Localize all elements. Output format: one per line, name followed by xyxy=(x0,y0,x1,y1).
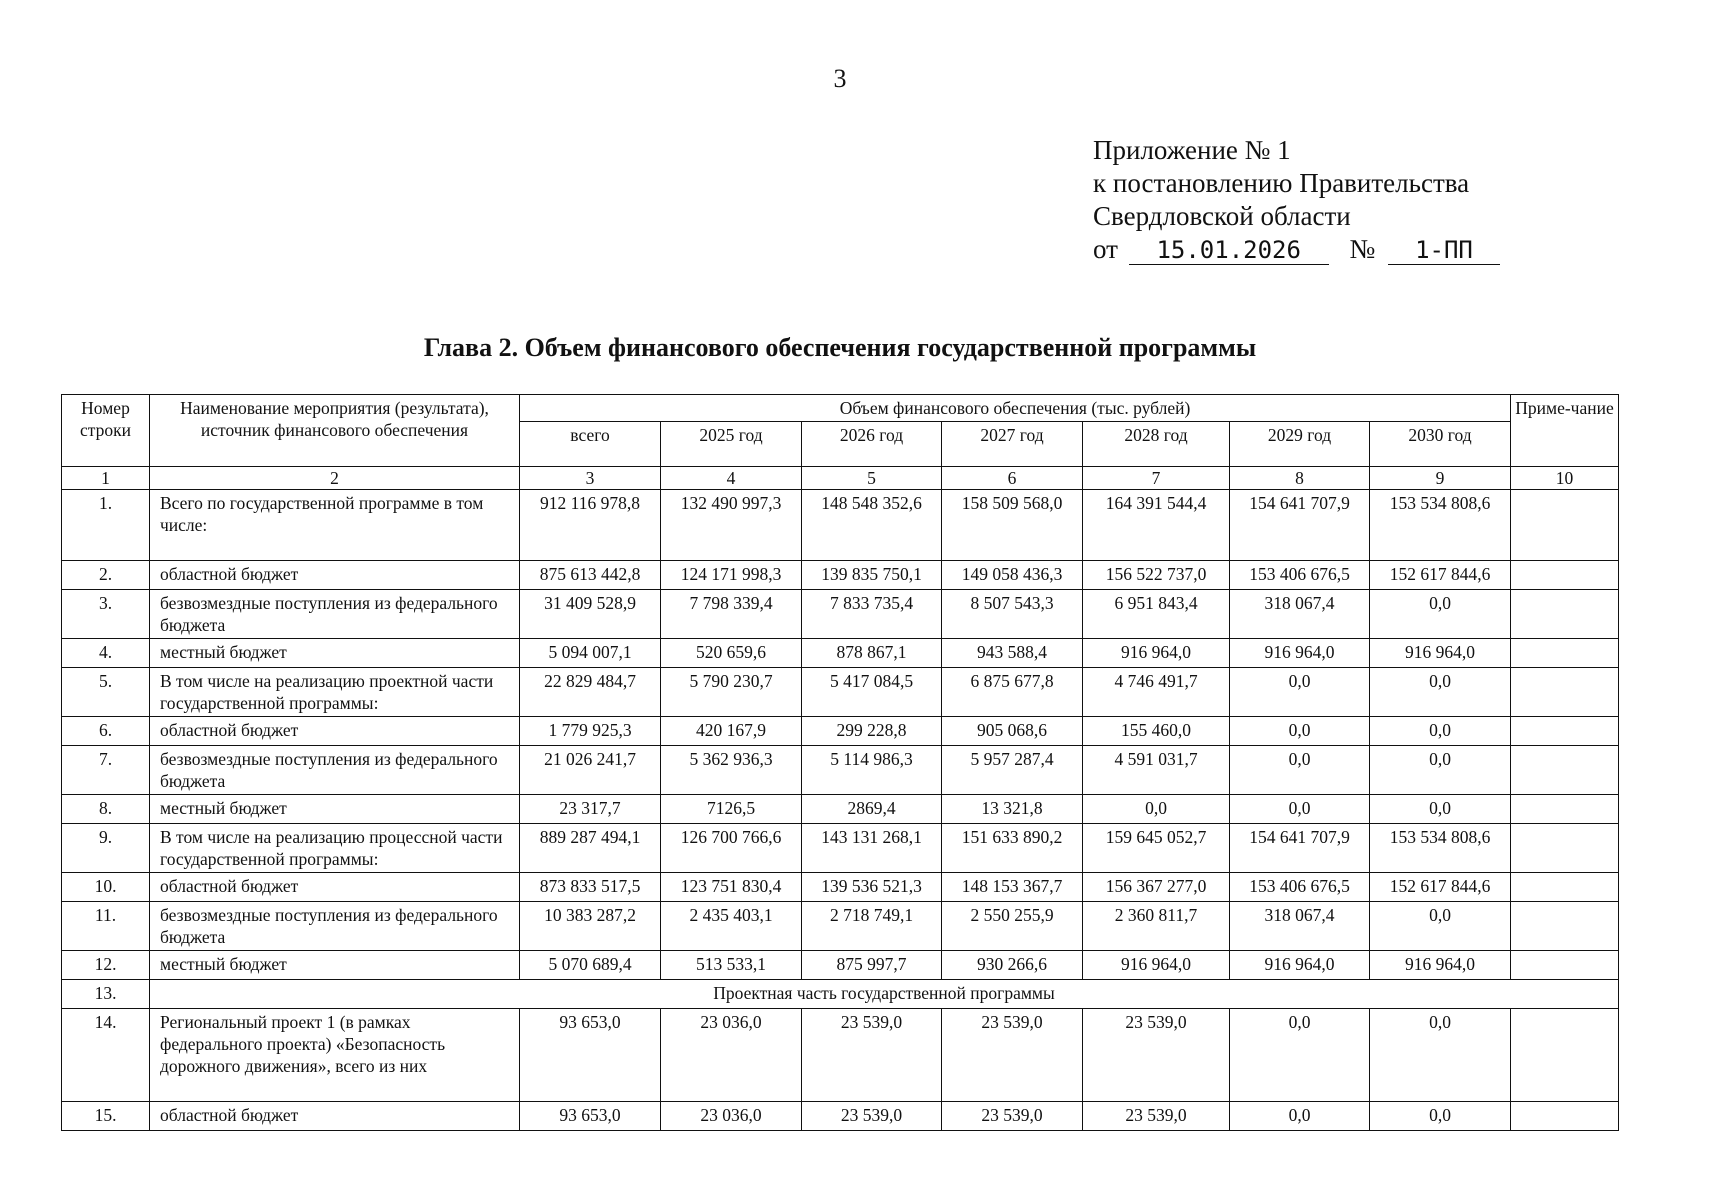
column-numbers-row xyxy=(62,467,1619,490)
row-number: 2. xyxy=(62,561,150,590)
row-note xyxy=(1511,639,1619,668)
value-2027: 23 539,0 xyxy=(942,1009,1083,1102)
value-total: 21 026 241,7 xyxy=(520,746,661,795)
column-number: 3 xyxy=(520,467,661,490)
column-number: 5 xyxy=(802,467,942,490)
value-2025: 123 751 830,4 xyxy=(661,873,802,902)
value-2025: 124 171 998,3 xyxy=(661,561,802,590)
value-2026: 23 539,0 xyxy=(802,1102,942,1131)
table-row xyxy=(62,902,1619,951)
value-2027: 6 875 677,8 xyxy=(942,668,1083,717)
value-2026: 299 228,8 xyxy=(802,717,942,746)
value-2029: 916 964,0 xyxy=(1230,639,1370,668)
financing-table xyxy=(61,394,1619,1131)
row-name: местный бюджет xyxy=(150,795,520,824)
value-2027: 930 266,6 xyxy=(942,951,1083,980)
column-number: 2 xyxy=(150,467,520,490)
value-2028: 159 645 052,7 xyxy=(1083,824,1230,873)
value-2030: 153 534 808,6 xyxy=(1370,490,1511,561)
value-2028: 156 367 277,0 xyxy=(1083,873,1230,902)
value-2026: 2 718 749,1 xyxy=(802,902,942,951)
row-name: Региональный проект 1 (в рамках федерального проекта) «Безопасность дорожного движения», всего из них xyxy=(150,1009,520,1102)
table-row xyxy=(62,1102,1619,1131)
value-total: 31 409 528,9 xyxy=(520,590,661,639)
value-2025: 126 700 766,6 xyxy=(661,824,802,873)
row-number: 10. xyxy=(62,873,150,902)
value-total: 5 070 689,4 xyxy=(520,951,661,980)
table-row xyxy=(62,561,1619,590)
value-total: 912 116 978,8 xyxy=(520,490,661,561)
value-2025: 7 798 339,4 xyxy=(661,590,802,639)
header-2027: 2027 год xyxy=(942,422,1083,467)
table-row xyxy=(62,490,1619,561)
value-2029: 0,0 xyxy=(1230,795,1370,824)
row-note xyxy=(1511,561,1619,590)
row-name: безвозмездные поступления из федерального бюджета xyxy=(150,902,520,951)
value-2029: 154 641 707,9 xyxy=(1230,490,1370,561)
row-note xyxy=(1511,873,1619,902)
appendix-line-3: Свердловской области xyxy=(1093,201,1351,231)
table-row xyxy=(62,1009,1619,1102)
value-2028: 4 591 031,7 xyxy=(1083,746,1230,795)
value-2029: 0,0 xyxy=(1230,668,1370,717)
value-2027: 5 957 287,4 xyxy=(942,746,1083,795)
value-2025: 23 036,0 xyxy=(661,1009,802,1102)
value-2030: 153 534 808,6 xyxy=(1370,824,1511,873)
value-2027: 13 321,8 xyxy=(942,795,1083,824)
value-2029: 0,0 xyxy=(1230,1102,1370,1131)
row-note xyxy=(1511,746,1619,795)
row-number: 5. xyxy=(62,668,150,717)
value-2028: 6 951 843,4 xyxy=(1083,590,1230,639)
value-2026: 23 539,0 xyxy=(802,1009,942,1102)
value-2026: 148 548 352,6 xyxy=(802,490,942,561)
value-2027: 23 539,0 xyxy=(942,1102,1083,1131)
value-2027: 149 058 436,3 xyxy=(942,561,1083,590)
header-2029: 2029 год xyxy=(1230,422,1370,467)
value-2026: 139 536 521,3 xyxy=(802,873,942,902)
value-total: 22 829 484,7 xyxy=(520,668,661,717)
header-row-1 xyxy=(62,395,1619,422)
page-number: 3 xyxy=(833,64,847,93)
row-name: областной бюджет xyxy=(150,873,520,902)
column-number: 7 xyxy=(1083,467,1230,490)
row-number: 7. xyxy=(62,746,150,795)
value-2025: 5 362 936,3 xyxy=(661,746,802,795)
value-2029: 153 406 676,5 xyxy=(1230,873,1370,902)
row-number: 8. xyxy=(62,795,150,824)
column-number: 9 xyxy=(1370,467,1511,490)
header-2030: 2030 год xyxy=(1370,422,1511,467)
value-2027: 2 550 255,9 xyxy=(942,902,1083,951)
row-note xyxy=(1511,795,1619,824)
table-row xyxy=(62,951,1619,980)
value-total: 5 094 007,1 xyxy=(520,639,661,668)
value-2028: 2 360 811,7 xyxy=(1083,902,1230,951)
row-note xyxy=(1511,902,1619,951)
value-2030: 0,0 xyxy=(1370,590,1511,639)
value-2027: 905 068,6 xyxy=(942,717,1083,746)
value-total: 875 613 442,8 xyxy=(520,561,661,590)
value-2030: 0,0 xyxy=(1370,1009,1511,1102)
value-2028: 4 746 491,7 xyxy=(1083,668,1230,717)
row-name: местный бюджет xyxy=(150,639,520,668)
header-note: Приме-чание xyxy=(1511,395,1619,467)
value-2030: 0,0 xyxy=(1370,746,1511,795)
value-2025: 520 659,6 xyxy=(661,639,802,668)
row-name: Всего по государственной программе в том числе: xyxy=(150,490,520,561)
value-2025: 420 167,9 xyxy=(661,717,802,746)
column-number: 1 xyxy=(62,467,150,490)
value-2029: 916 964,0 xyxy=(1230,951,1370,980)
value-2025: 132 490 997,3 xyxy=(661,490,802,561)
resolution-date: 15.01.2026 xyxy=(1129,236,1329,265)
value-2029: 153 406 676,5 xyxy=(1230,561,1370,590)
value-2026: 878 867,1 xyxy=(802,639,942,668)
table-row xyxy=(62,639,1619,668)
row-note xyxy=(1511,1102,1619,1131)
header-2025: 2025 год xyxy=(661,422,802,467)
row-note xyxy=(1511,951,1619,980)
resolution-number: 1-ПП xyxy=(1388,236,1500,265)
value-2028: 23 539,0 xyxy=(1083,1102,1230,1131)
row-number: 14. xyxy=(62,1009,150,1102)
table-row xyxy=(62,873,1619,902)
value-2026: 7 833 735,4 xyxy=(802,590,942,639)
value-2028: 916 964,0 xyxy=(1083,951,1230,980)
value-2029: 0,0 xyxy=(1230,746,1370,795)
header-name: Наименование мероприятия (результата), источник финансового обеспечения xyxy=(150,395,520,467)
table-row xyxy=(62,590,1619,639)
value-2029: 0,0 xyxy=(1230,717,1370,746)
header-2026: 2026 год xyxy=(802,422,942,467)
value-total: 10 383 287,2 xyxy=(520,902,661,951)
value-2030: 152 617 844,6 xyxy=(1370,561,1511,590)
value-2025: 5 790 230,7 xyxy=(661,668,802,717)
value-2027: 148 153 367,7 xyxy=(942,873,1083,902)
row-number: 1. xyxy=(62,490,150,561)
value-2026: 5 417 084,5 xyxy=(802,668,942,717)
value-2029: 154 641 707,9 xyxy=(1230,824,1370,873)
row-number: 9. xyxy=(62,824,150,873)
row-name: безвозмездные поступления из федерального бюджета xyxy=(150,590,520,639)
header-2028: 2028 год xyxy=(1083,422,1230,467)
value-2027: 151 633 890,2 xyxy=(942,824,1083,873)
row-number: 3. xyxy=(62,590,150,639)
value-2027: 8 507 543,3 xyxy=(942,590,1083,639)
value-total: 889 287 494,1 xyxy=(520,824,661,873)
value-total: 93 653,0 xyxy=(520,1009,661,1102)
value-2030: 0,0 xyxy=(1370,668,1511,717)
row-note xyxy=(1511,717,1619,746)
chapter-title: Глава 2. Объем финансового обеспечения государственной программы xyxy=(423,333,1257,362)
value-2029: 318 067,4 xyxy=(1230,902,1370,951)
value-2028: 156 522 737,0 xyxy=(1083,561,1230,590)
value-2030: 916 964,0 xyxy=(1370,951,1511,980)
number-label: № xyxy=(1349,234,1376,264)
row-name: областной бюджет xyxy=(150,561,520,590)
value-2025: 23 036,0 xyxy=(661,1102,802,1131)
row-name: областной бюджет xyxy=(150,717,520,746)
row-number: 6. xyxy=(62,717,150,746)
value-2030: 0,0 xyxy=(1370,795,1511,824)
value-2030: 0,0 xyxy=(1370,902,1511,951)
value-2028: 0,0 xyxy=(1083,795,1230,824)
row-name: В том числе на реализацию проектной части государственной программы: xyxy=(150,668,520,717)
table-row xyxy=(62,668,1619,717)
row-number: 13. xyxy=(62,980,150,1009)
column-number: 8 xyxy=(1230,467,1370,490)
value-2030: 916 964,0 xyxy=(1370,639,1511,668)
column-number: 4 xyxy=(661,467,802,490)
row-name: областной бюджет xyxy=(150,1102,520,1131)
appendix-date-line xyxy=(1093,233,1500,266)
column-number: 10 xyxy=(1511,467,1619,490)
value-2026: 5 114 986,3 xyxy=(802,746,942,795)
value-2026: 139 835 750,1 xyxy=(802,561,942,590)
value-2027: 943 588,4 xyxy=(942,639,1083,668)
row-note xyxy=(1511,1009,1619,1102)
value-total: 93 653,0 xyxy=(520,1102,661,1131)
row-number: 4. xyxy=(62,639,150,668)
value-2030: 0,0 xyxy=(1370,717,1511,746)
header-total: всего xyxy=(520,422,661,467)
value-2025: 513 533,1 xyxy=(661,951,802,980)
value-2026: 2869,4 xyxy=(802,795,942,824)
value-2028: 164 391 544,4 xyxy=(1083,490,1230,561)
value-2026: 875 997,7 xyxy=(802,951,942,980)
value-2025: 2 435 403,1 xyxy=(661,902,802,951)
appendix-line-1: Приложение № 1 xyxy=(1093,135,1291,165)
value-total: 873 833 517,5 xyxy=(520,873,661,902)
value-2028: 155 460,0 xyxy=(1083,717,1230,746)
row-note xyxy=(1511,490,1619,561)
value-total: 23 317,7 xyxy=(520,795,661,824)
value-2029: 318 067,4 xyxy=(1230,590,1370,639)
header-volume: Объем финансового обеспечения (тыс. рублей) xyxy=(520,395,1511,422)
appendix-block xyxy=(1093,134,1500,266)
row-name: местный бюджет xyxy=(150,951,520,980)
column-number: 6 xyxy=(942,467,1083,490)
row-name: В том числе на реализацию процессной части государственной программы: xyxy=(150,824,520,873)
row-note xyxy=(1511,590,1619,639)
row-number: 12. xyxy=(62,951,150,980)
value-2025: 7126,5 xyxy=(661,795,802,824)
appendix-line-2: к постановлению Правительства xyxy=(1093,168,1470,198)
table-row xyxy=(62,795,1619,824)
row-number: 15. xyxy=(62,1102,150,1131)
value-2030: 152 617 844,6 xyxy=(1370,873,1511,902)
value-2028: 23 539,0 xyxy=(1083,1009,1230,1102)
row-note xyxy=(1511,668,1619,717)
section-row xyxy=(62,980,1619,1009)
value-2030: 0,0 xyxy=(1370,1102,1511,1131)
value-2028: 916 964,0 xyxy=(1083,639,1230,668)
table-row xyxy=(62,746,1619,795)
table-row xyxy=(62,824,1619,873)
from-label: от xyxy=(1093,234,1118,264)
value-2026: 143 131 268,1 xyxy=(802,824,942,873)
header-row-number: Номер строки xyxy=(62,395,150,467)
row-number: 11. xyxy=(62,902,150,951)
value-total: 1 779 925,3 xyxy=(520,717,661,746)
value-2027: 158 509 568,0 xyxy=(942,490,1083,561)
row-note xyxy=(1511,824,1619,873)
section-title: Проектная часть государственной программы xyxy=(150,980,1619,1009)
row-name: безвозмездные поступления из федерального бюджета xyxy=(150,746,520,795)
table-row xyxy=(62,717,1619,746)
value-2029: 0,0 xyxy=(1230,1009,1370,1102)
